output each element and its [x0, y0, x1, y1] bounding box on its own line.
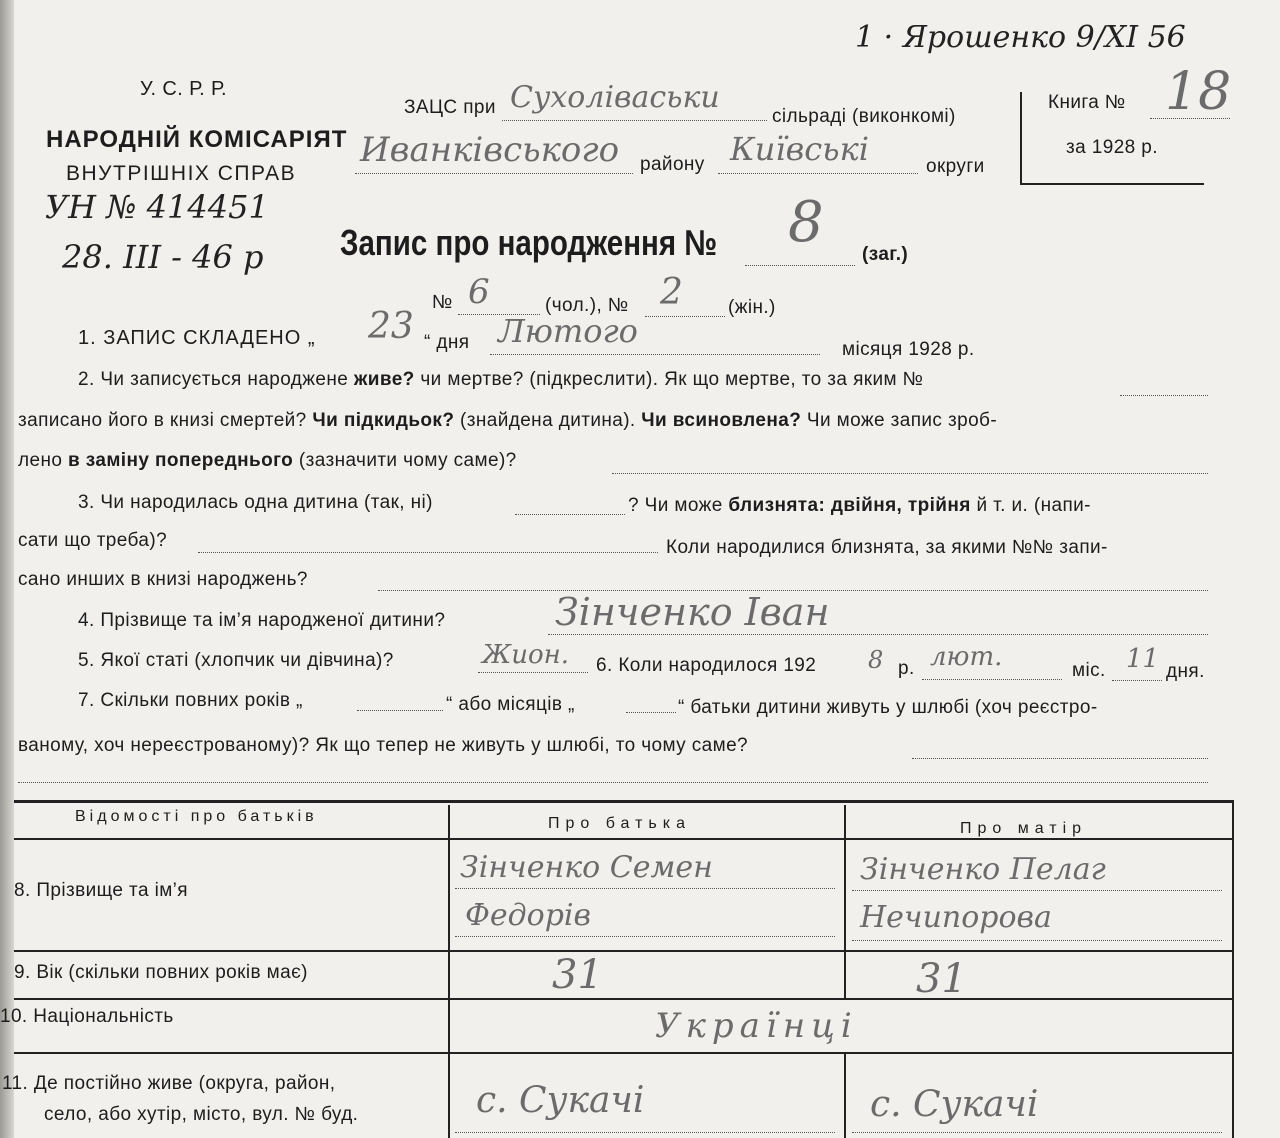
q7-text-b: “ або місяців „	[446, 694, 575, 715]
council-label: сільраді (виконкомі)	[772, 106, 956, 127]
row-address-label-1: 11. Де постійно живе (округа, район,	[2, 1073, 336, 1094]
father-name: Зінченко Семен	[460, 850, 713, 885]
row-name-label: 8. Прізвище та ім’я	[14, 880, 188, 901]
q3-text-f: сано инших в книзі народжень?	[18, 569, 308, 590]
q3-text-a: 3. Чи народилась одна дитина (так, ні)	[78, 492, 433, 513]
q7-text-c: “ батьки дитини живуть у шлюбі (хоч реєстро-	[678, 697, 1098, 718]
zags-value: Сухоліваськи	[510, 80, 720, 115]
district-value: Иванківського	[360, 130, 620, 170]
q5-value: Жион.	[482, 640, 570, 670]
book-year: за 1928 р.	[1066, 137, 1158, 158]
q2-text-e: Чи може запис зроб-	[806, 410, 998, 431]
archive-note: 1 · Ярошенко 9/XI 56	[855, 20, 1186, 55]
q1-month: Лютого	[498, 312, 638, 350]
q6-dnia: дня.	[1166, 661, 1205, 682]
q4-label: 4. Прізвище та ім’я народженої дитини?	[78, 610, 446, 631]
commissariat-label: НАРОДНІЙ КОМІСАРІЯТ	[46, 126, 348, 153]
male-number: 6	[468, 272, 490, 312]
q2-text-c: записано його в книзі смертей?	[18, 410, 307, 431]
q6-year: 8	[868, 646, 884, 674]
q1-label: 1. ЗАПИС СКЛАДЕНО „	[78, 327, 316, 349]
mother-address: с. Сукачі	[870, 1084, 1039, 1125]
mother-age: 31	[916, 956, 967, 1002]
row-age-label: 9. Вік (скільки повних років має)	[14, 962, 308, 983]
father-address: с. Сукачі	[476, 1080, 645, 1121]
q2-text-b: чи мертве? (підкреслити). Як що мертве, то за яким №	[420, 369, 924, 390]
record-title: Запис про народження №	[340, 222, 718, 263]
stamp-line-2: 28. III - 46 р	[62, 238, 264, 276]
q2-replace: в заміну попереднього	[68, 450, 294, 471]
q7-text-d: ваному, хоч нереєстрованому)? Як що тепер не живуть у шлюбі, то чому саме?	[18, 735, 749, 756]
row-address-label-2: село, або хутір, місто, вул. № буд.	[44, 1104, 359, 1125]
book-number: 18	[1165, 62, 1232, 122]
q6-r: р.	[898, 658, 915, 679]
q6-day: 11	[1126, 644, 1160, 674]
binding-edge	[0, 0, 14, 1138]
mother-patronymic: Нечипорова	[860, 900, 1052, 935]
q2-alive: живе?	[353, 369, 415, 390]
okrug-value: Київські	[730, 130, 869, 168]
father-age: 31	[552, 952, 603, 998]
q5-label: 5. Якої статі (хлопчик чи дівчина)?	[78, 650, 394, 671]
table-header-mother: Про матір	[960, 820, 1088, 837]
female-label: (жін.)	[728, 297, 776, 318]
q3-twins: близнята: двійня, трійня	[728, 495, 971, 516]
okrug-label: округи	[926, 156, 985, 177]
q3-text-c: й т. и. (напи-	[976, 495, 1091, 516]
q6-label: 6. Коли народилося 192	[596, 655, 817, 676]
q6-mis: міс.	[1072, 660, 1106, 681]
q2-text-d: (знайдена дитина).	[460, 410, 636, 431]
stamp-line-1: УН № 414451	[45, 188, 269, 226]
row-nationality-label: 10. Національність	[0, 1006, 174, 1027]
table-header-father: Про батька	[548, 815, 691, 832]
q3-text-b: ? Чи може	[628, 495, 723, 516]
q3-text-d: сати що треба)?	[18, 530, 168, 551]
district-label: району	[640, 154, 705, 175]
nationality-value: Українці	[655, 1006, 858, 1046]
q2-text-f: лено	[18, 450, 63, 471]
zags-label: ЗАЦС при	[404, 97, 496, 118]
table-header-parents: Відомості про батьків	[75, 808, 318, 825]
internal-affairs-label: ВНУТРІШНІХ СПРАВ	[66, 162, 297, 185]
father-patronymic: Федорів	[465, 898, 591, 933]
q7-text-a: 7. Скільки повних років „	[78, 690, 303, 711]
male-label: (чол.), №	[545, 295, 629, 316]
q2-text-g: (зазначити чому саме)?	[298, 450, 517, 471]
q1-day-close: “ дня	[424, 332, 470, 353]
book-label: Книга №	[1048, 92, 1126, 113]
q4-value: Зінченко Іван	[555, 590, 830, 634]
mother-name: Зінченко Пелаг	[860, 852, 1106, 887]
q6-month: лют.	[930, 642, 1003, 672]
q2-text-a: 2. Чи записується народжене	[78, 369, 349, 390]
male-no-label: №	[432, 292, 453, 313]
q2-adopted: Чи всиновлена?	[641, 410, 802, 431]
q2-foundling: Чи підкидьок?	[312, 410, 455, 431]
q1-day: 23	[368, 306, 414, 347]
record-suffix: (заг.)	[862, 244, 909, 265]
ussr-label: У. С. Р. Р.	[140, 78, 227, 100]
record-number: 8	[788, 190, 824, 255]
q1-tail: місяця 1928 р.	[842, 339, 975, 360]
female-number: 2	[660, 272, 683, 313]
q3-text-e: Коли народилися близнята, за якими №№ запи-	[666, 537, 1108, 558]
